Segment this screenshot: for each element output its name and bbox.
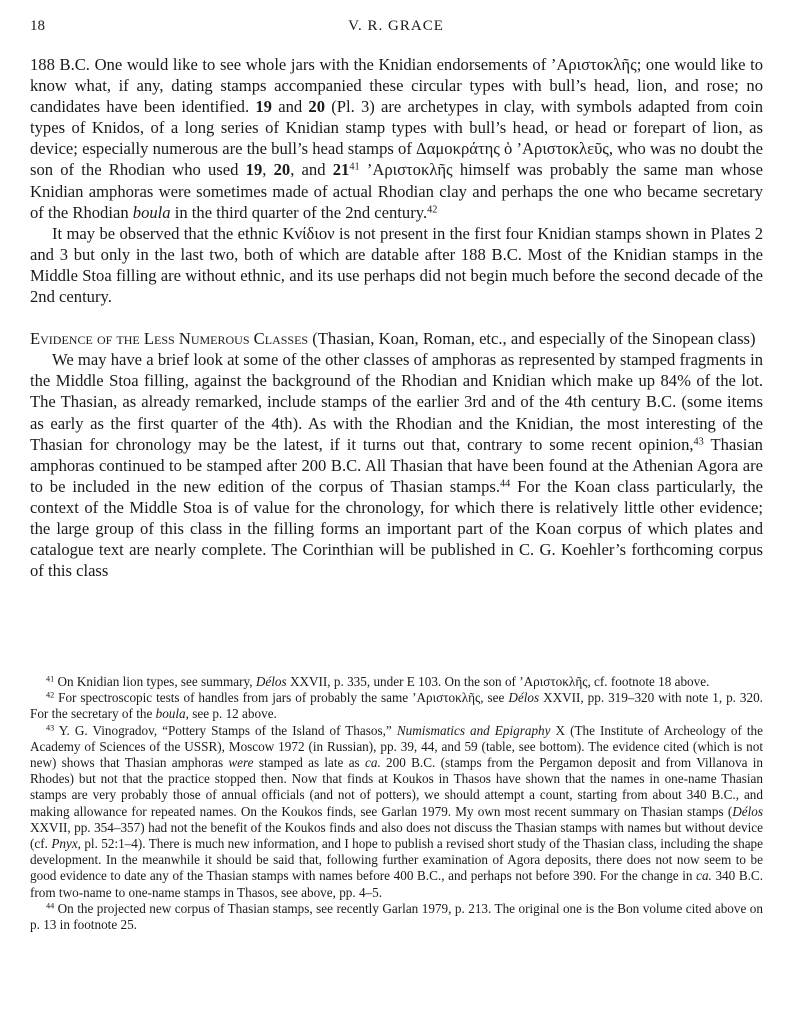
paragraph-1: 188 B.C. One would like to see whole jars with the Knidian endorsements of ’Αριστοκλῆς; one would like to know what, if any, dating stamps accompanied these circular types with bull’s head, lion, and rose; no candidates have been identified. 19 and 20 (Pl. 3) are archetypes in clay, with symbols adapted from coin types of Knidos, of a long series of Knidian stamp types with bull’s head, or head or forepart of lion, as device; especially numerous are the bull’s head stamps of Δαμοκράτης ὁ ’Αριστοκλεῦς, who was no doubt the son of the Rhodian who used 19, 20, and $21^{41}$ ’Αριστοκλῆς himself was probably the same man whose Knidian amphoras were sometimes made of actual Rhodian clay and perhaps the one who became secretary of the Rhodian boula in the third quarter of the 2nd century.$^{42}$ [30, 55, 764, 222]
paragraph-2: It may be observed that the ethnic Κνίδιον is not present in the first four Knidian stamps shown in Plates 2 and 3 but only in the last two, both of which are datable after 188 B.C. Most of the Knidian stamps in the Middle Stoa filling are without ethnic, and its use perhaps did not begin much before the second decade of the 2nd century. [30, 223, 763, 307]
greek-name: ’Αριστοκλῆς [412, 690, 481, 706]
stamp-ref: 20 [308, 97, 325, 117]
page-number: 18 [30, 18, 45, 34]
stamp-ref: 20 [273, 160, 291, 180]
main-text [30, 54, 763, 581]
footnote-number: 42 [46, 690, 55, 700]
greek-name: Κνίδιον [282, 223, 335, 243]
stamp-ref: 21 [332, 160, 350, 180]
greek-name: Δαμοκράτης ὁ ’Αριστοκλεῦς [416, 139, 609, 159]
section-heading: Evidence of the Less Numerous Classes (Thasian, Koan, Roman, etc., and especially of the Sinopean class) [30, 329, 756, 349]
running-head: V. R. GRACE [348, 18, 444, 34]
footnote-41: $^{41}$ On Knidian lion types, see summary, Délos XXVII, p. 335, under E 103. On the son of ’Αριστοκλῆς, cf. footnote 18 above. [46, 674, 710, 689]
stamp-ref: 19 [255, 97, 272, 117]
greek-name: ’Αριστοκλῆς [366, 160, 453, 180]
footnote-42: $^{42}$ For spectroscopic tests of handles from jars of probably the same ’Αριστοκλῆς, see Délos XXVII, pp. 319–320 with note 1, p. 320. For the secretary of the boula, see p. 12 above. [30, 690, 763, 722]
greek-name: ’Αριστοκλῆς [550, 55, 637, 74]
paragraph-3: We may have a brief look at some of the other classes of amphoras as represented by stamped fragments in the Middle Stoa filling, against the background of the Rhodian and Knidian which make up 84% of the lot. The Thasian, as already remarked, include stamps of the earlier 3rd and of the 4th century B.C. (some items as early as the first quarter of the 4th). As with the Rhodian and the Knidian, the most interesting of the Thasian for chronology may be the latest, if it turns out that, contrary to some recent opinion,$^{43}$ Thasian amphoras continued to be stamped after 200 B.C. All Thasian that have been found at the Athenian Agora are to be included in the new edition of the corpus of Thasian stamps.$^{44}$ For the Koan class particularly, the context of the Middle Stoa is of value for the chronology, for which there is relatively little other evidence; the large group of this class in the filling forms an important part of the Koan corpus of which plates and catalogue text are nearly complete. The Corinthian will be published in C. G. Koehler’s forthcoming corpus of this class [30, 350, 764, 581]
section-heading-title: Evidence of the Less Numerous Classes [30, 329, 309, 349]
greek-name: ’Αριστοκλῆς [519, 674, 588, 689]
footnote-ref[interactable]: 43 [693, 435, 704, 447]
section-gap [30, 307, 763, 328]
footnote-ref[interactable]: 44 [500, 478, 511, 490]
footnote-number: 41 [46, 674, 55, 684]
stamp-ref: 19 [245, 160, 263, 180]
page-header [30, 18, 762, 42]
footnote-number: 43 [46, 723, 55, 733]
footnote-ref[interactable]: 42 [427, 204, 438, 215]
footnote-ref[interactable]: 41 [349, 161, 360, 173]
footnote-number: 44 [46, 901, 55, 911]
footnote-43: $^{43}$ Y. G. Vinogradov, “Pottery Stamps of the Island of Thasos,” Numismatics and Epigraphy X (The Institute of Archeology of the Academy of Sciences of the USSR), Moscow 1972 (in Russian), pp. 39, 44, and 59 (table, see bottom). The evidence cited (which is not new) shows that Thasian amphoras were stamped as late as ca. 200 B.C. (stamps from the Pergamon deposit and from Villanova in Rhodes) but not that the practice stopped then. Now that finds at Koukos in Thasos have shown that the names in one-name Thasian stamps are very probably those of annual officials (and not of potters), we should attempt a count, starting from about 340 B.C., and making allowance for repeated names. On the Koukos finds, see Garlan 1979. My own most recent summary on Thasian stamps (Délos XXVII, pp. 354–357) had not the benefit of the Koukos finds and also does not discuss the Thasian stamps with names but without device (cf. Pnyx, pl. 52:1–4). There is much new information, and I hope to publish a revised short study of the Thasian class, including the shape development. In the meanwhile it should be said that, following further examination of Agora deposits, there does not now seem to be good evidence to date any of the Thasian stamps with names before 400 B.C., and perhaps not before 390. For the change in ca. 340 B.C. from two-name to one-name stamps in Thasos, see above, pp. 4–5. [30, 722, 764, 900]
footnotes [30, 674, 763, 933]
footnote-44: $^{44}$ On the projected new corpus of Thasian stamps, see recently Garlan 1979, p. 213. The original one is the Bon volume cited above on p. 13 in footnote 25. [30, 900, 763, 933]
